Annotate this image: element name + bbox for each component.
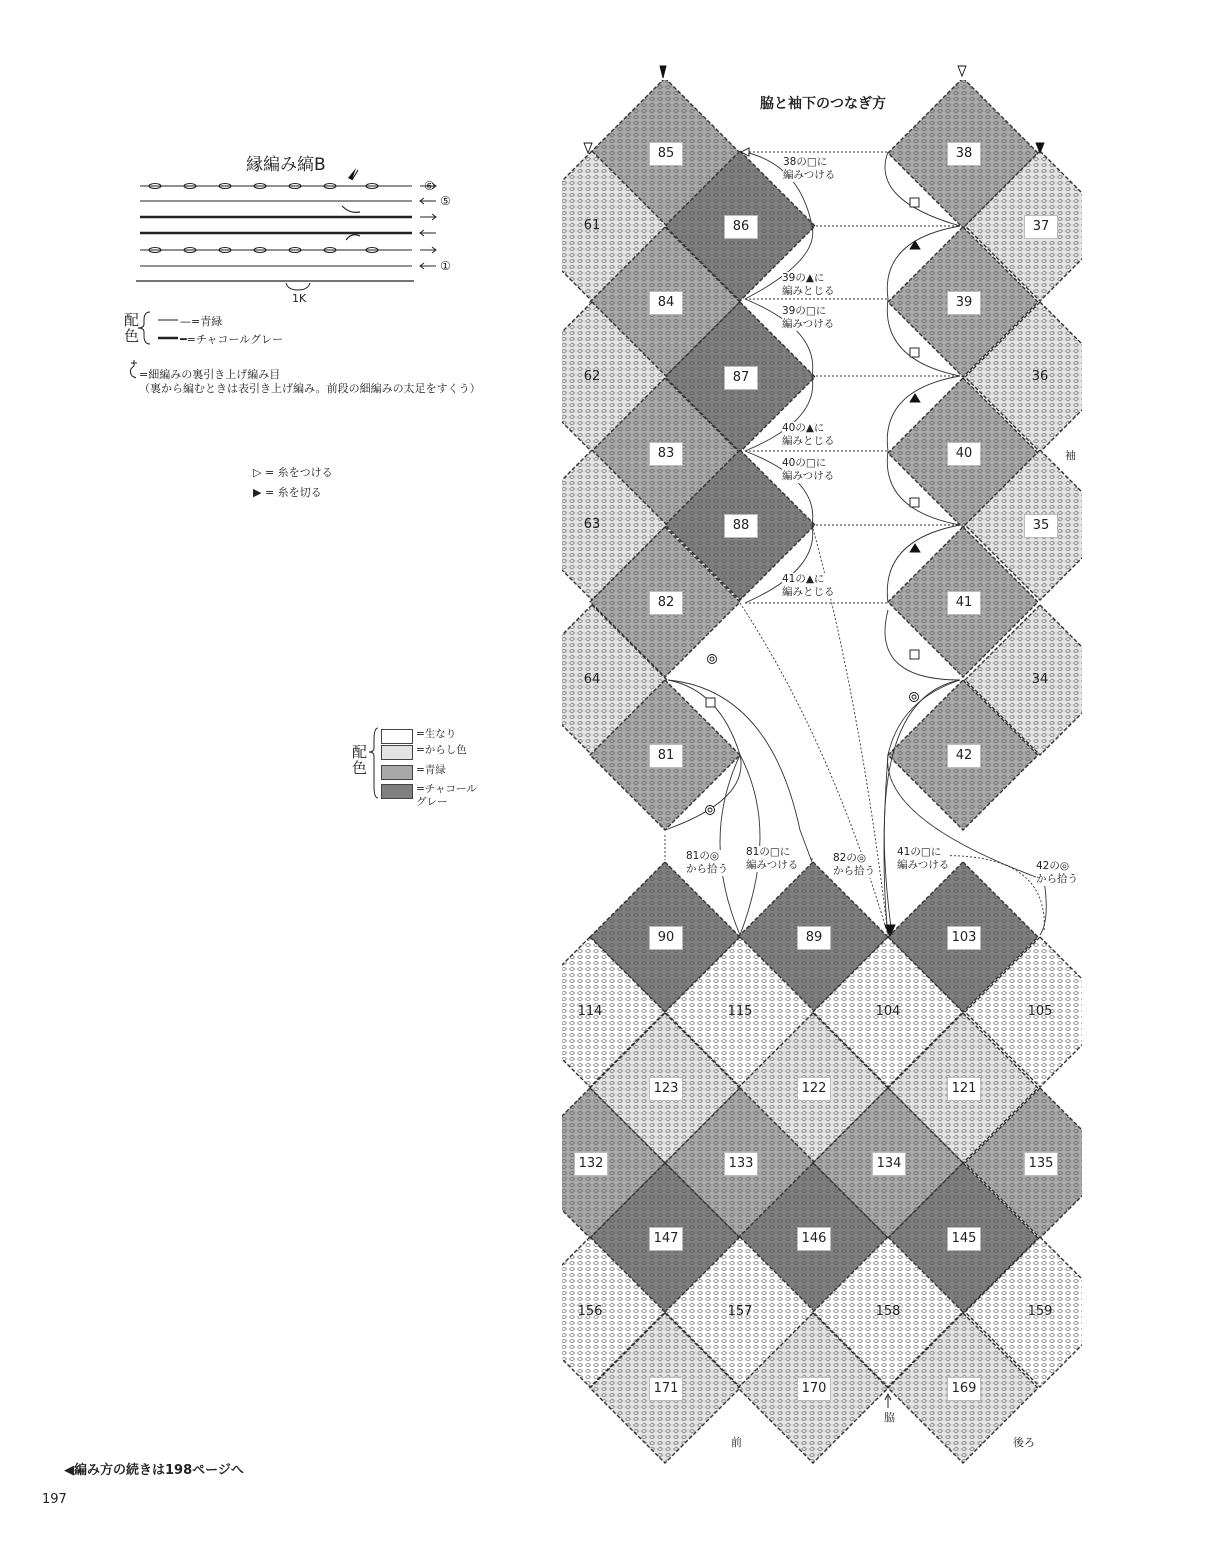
row-label-5: ⑤ [440, 194, 451, 208]
motif-label: 121 [947, 1077, 981, 1101]
color-swatch-label: =生なり [416, 728, 457, 740]
motif-label: 123 [649, 1077, 683, 1101]
motif-label: 147 [649, 1227, 683, 1251]
motif-label: 40 [947, 442, 981, 466]
motif-label: 115 [727, 1004, 753, 1019]
motif-label: 85 [649, 142, 683, 166]
edge-color-heading: 配色 [124, 311, 140, 345]
motif-label: 88 [724, 514, 758, 538]
motif-label: 104 [875, 1004, 901, 1019]
motif-label: 105 [1027, 1004, 1053, 1019]
motif-label: 39 [947, 291, 981, 315]
annotation: 81の◎ から拾う [686, 850, 728, 875]
diagram-title: 脇と袖下のつなぎ方 [760, 96, 886, 112]
motif-label: 159 [1027, 1304, 1053, 1319]
side-label: 脇 [884, 1411, 895, 1424]
motif-label: 135 [1024, 1152, 1058, 1176]
legend-attach-thread: ▷ = 糸をつける [253, 466, 333, 479]
annotation: 82の◎ から拾う [833, 852, 875, 877]
color-swatch-label: =からし色 [416, 744, 467, 756]
symbol-note-2: （裏から編むときは表引き上げ編み。前段の細編みの太足をすくう） [139, 382, 481, 395]
line-legend-charcoal: ━=チャコールグレー [180, 333, 284, 346]
motif-label: 83 [649, 442, 683, 466]
annotation: 38の□に 編みつける [783, 156, 836, 181]
motif-label: 171 [649, 1377, 683, 1401]
motif-label: 34 [1031, 672, 1049, 687]
motif-label: 87 [724, 366, 758, 390]
motif-label: 82 [649, 591, 683, 615]
motif-label: 169 [947, 1377, 981, 1401]
annotation: 42の◎ から拾う [1036, 860, 1078, 885]
line-legend-teal: —=青緑 [180, 315, 223, 328]
continue-note: ◀編み方の続きは198ページへ [64, 1463, 244, 1478]
motif-label: 170 [797, 1377, 831, 1401]
annotation: 39の▲に 編みとじる [782, 272, 835, 297]
annotation: 40の□に 編みつける [782, 457, 835, 482]
color-swatch-label: =チャコール グレー [416, 783, 477, 808]
motif-label: 103 [947, 926, 981, 950]
front-label: 前 [731, 1436, 742, 1449]
annotation: 81の□に 編みつける [746, 846, 799, 871]
row-label-6: ⑥ [424, 179, 435, 193]
edge-chart-title: 縁編み縞B [246, 155, 326, 175]
row-label-1: ① [440, 259, 451, 273]
motif-label: 38 [947, 142, 981, 166]
motif-label: 81 [649, 744, 683, 768]
motif-label: 114 [577, 1004, 603, 1019]
motif-label: 61 [583, 218, 601, 233]
motif-label: 37 [1024, 215, 1058, 239]
motif-label: 156 [577, 1304, 603, 1319]
motif-label: 35 [1024, 514, 1058, 538]
motif-label: 134 [872, 1152, 906, 1176]
motif-label: 90 [649, 926, 683, 950]
motif-label: 86 [724, 215, 758, 239]
page-number: 197 [42, 1492, 67, 1507]
motif-label: 146 [797, 1227, 831, 1251]
color-legend-heading: 配色 [352, 743, 368, 777]
motif-label: 64 [583, 672, 601, 687]
motif-label: 133 [724, 1152, 758, 1176]
motif-label: 62 [583, 369, 601, 384]
symbol-note-1: =細編みの裏引き上げ編み目 [139, 368, 281, 381]
motif-label: 132 [574, 1152, 608, 1176]
annotation: 41の▲に 編みとじる [782, 573, 835, 598]
legend-cut-thread: ▶ = 糸を切る [253, 486, 322, 499]
color-swatch-label: =青緑 [416, 764, 446, 776]
motif-label: 84 [649, 291, 683, 315]
motif-label: 41 [947, 591, 981, 615]
motif-label: 89 [797, 926, 831, 950]
annotation: 40の▲に 編みとじる [782, 422, 835, 447]
motif-label: 42 [947, 744, 981, 768]
annotation: 41の□に 編みつける [897, 846, 950, 871]
back-label: 後ろ [1013, 1436, 1035, 1449]
motif-label: 63 [583, 517, 601, 532]
motif-label: 122 [797, 1077, 831, 1101]
annotation: 39の□に 編みつける [782, 305, 835, 330]
motif-label: 158 [875, 1304, 901, 1319]
motif-label: 157 [727, 1304, 753, 1319]
motif-label: 36 [1031, 369, 1049, 384]
repeat-label: 1K [292, 292, 307, 305]
motif-label: 145 [947, 1227, 981, 1251]
sleeve-label: 袖 [1065, 449, 1076, 462]
